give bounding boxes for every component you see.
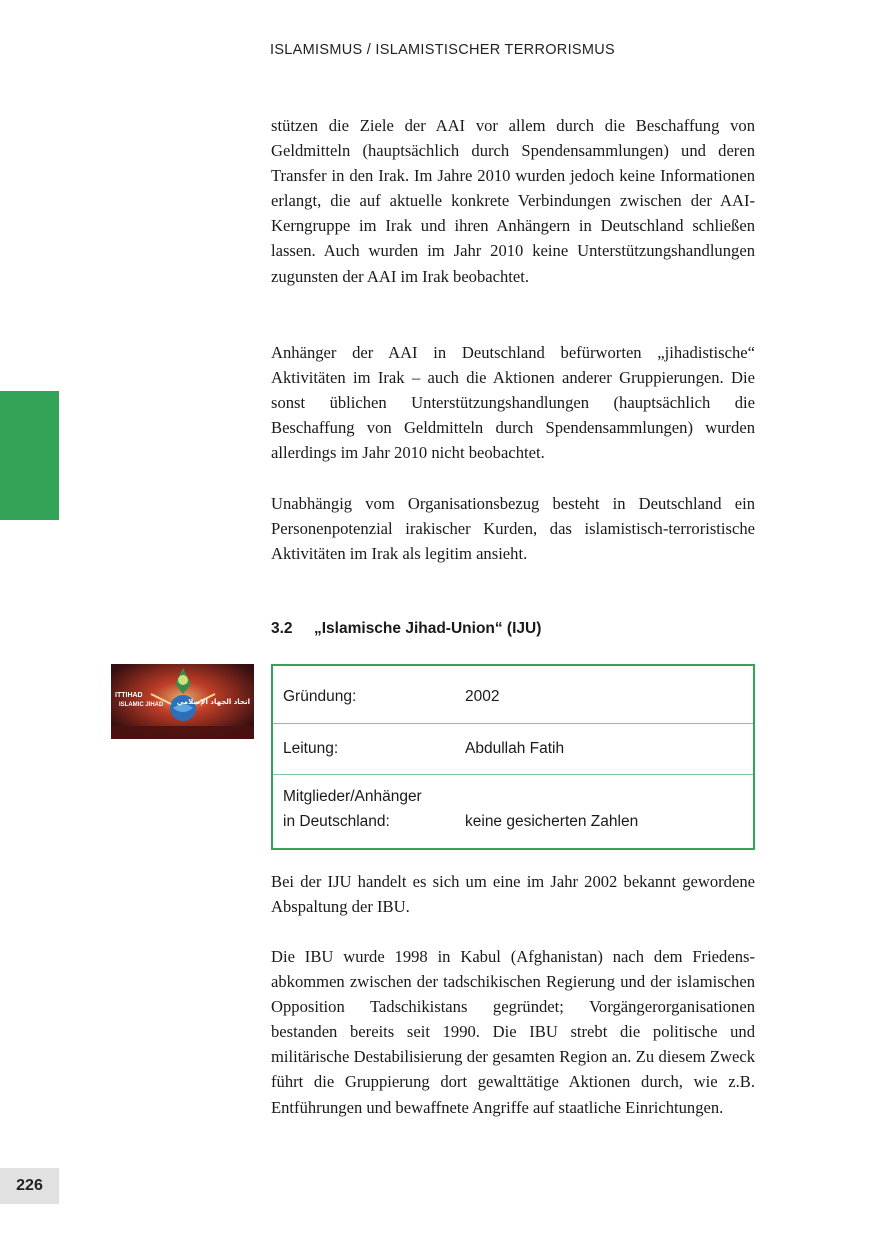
logo-text-arabic: اتحاد الجهاد الإسلامي (176, 698, 250, 706)
section-title: „Islamische Jihad-Union“ (IJU) (314, 620, 542, 637)
info-label: Leitung: (283, 740, 339, 757)
iju-logo-image (111, 664, 254, 739)
running-header: ISLAMISMUS / ISLAMISTISCHER TERRORISMUS (270, 42, 615, 58)
info-label-line-2: in Deutschland: (283, 813, 390, 830)
paragraph-5: Die IBU wurde 1998 in Kabul (Afghanistan) nach dem Friedensabkommen zwischen der tadschikischen Regierung und der islamischen Opposition Tadschikistans gegründet; Vorgängerorganisationen bestanden bereits seit 1990. Die IBU strebt die politische und militärische Destabilisierung der gesamten Region an. Zu diesem Zweck führt die Gruppierung dort gewalttätige Aktionen durch, wie z.B. Entführungen und bewaffnete Angriffe auf staatliche Einrichtungen. (271, 947, 755, 1117)
paragraph-1: stützen die Ziele der AAI vor allem durch die Beschaffung von Geldmitteln (hauptsächlich durch Spendensammlungen) und deren Transfer in den Irak. Im Jahre 2010 wurden jedoch keine Informationen erlangt, die auf aktuelle konkrete Verbindungen zwischen der AAI-Kerngruppe im Irak und ihren Anhängern in Deutschland schließen lassen. Auch wurden im Jahr 2010 keine Unterstützungshandlungen zugunsten der AAI im Irak beobachtet. (271, 116, 755, 286)
paragraph-2: Anhänger der AAI in Deutschland befürworten „jihadistische“ Aktivitäten im Irak – auch die Aktionen anderer Gruppierungen. Die sonst üblichen Unterstützungshandlungen (hauptsächlich die Beschaffung von Geldmitteln durch Spendensammlungen) wurden allerdings im Jahr 2010 nicht beobachtet. (271, 343, 755, 463)
info-value: Abdullah Fatih (465, 740, 565, 757)
page-number: 226 (0, 1168, 59, 1204)
info-row-members (273, 775, 753, 848)
info-row-leadership (273, 724, 753, 775)
organization-info-table (271, 664, 755, 850)
info-value: 2002 (465, 688, 500, 705)
info-label: Gründung: (283, 688, 357, 705)
paragraph-3: Unabhängig vom Organisationsbezug besteht in Deutschland ein Personenpotenzial irakischer Kurden, das islamistisch-terroristische Aktivitäten im Irak als legitim ansieht. (271, 494, 755, 564)
section-number: 3.2 (271, 620, 293, 637)
info-label-line-1: Mitglieder/Anhänger (283, 788, 422, 805)
info-row-founding (273, 666, 753, 724)
info-value: keine gesicherten Zahlen (465, 813, 639, 830)
chapter-color-tab (0, 391, 59, 520)
logo-text-ittihad: ITTIHAD (115, 692, 143, 699)
logo-text-islamic-jihad: ISLAMIC JIHAD (119, 702, 164, 708)
paragraph-4: Bei der IJU handelt es sich um eine im Jahr 2002 bekannt gewordene Abspaltung der IBU. (271, 872, 755, 917)
section-heading (271, 620, 541, 638)
